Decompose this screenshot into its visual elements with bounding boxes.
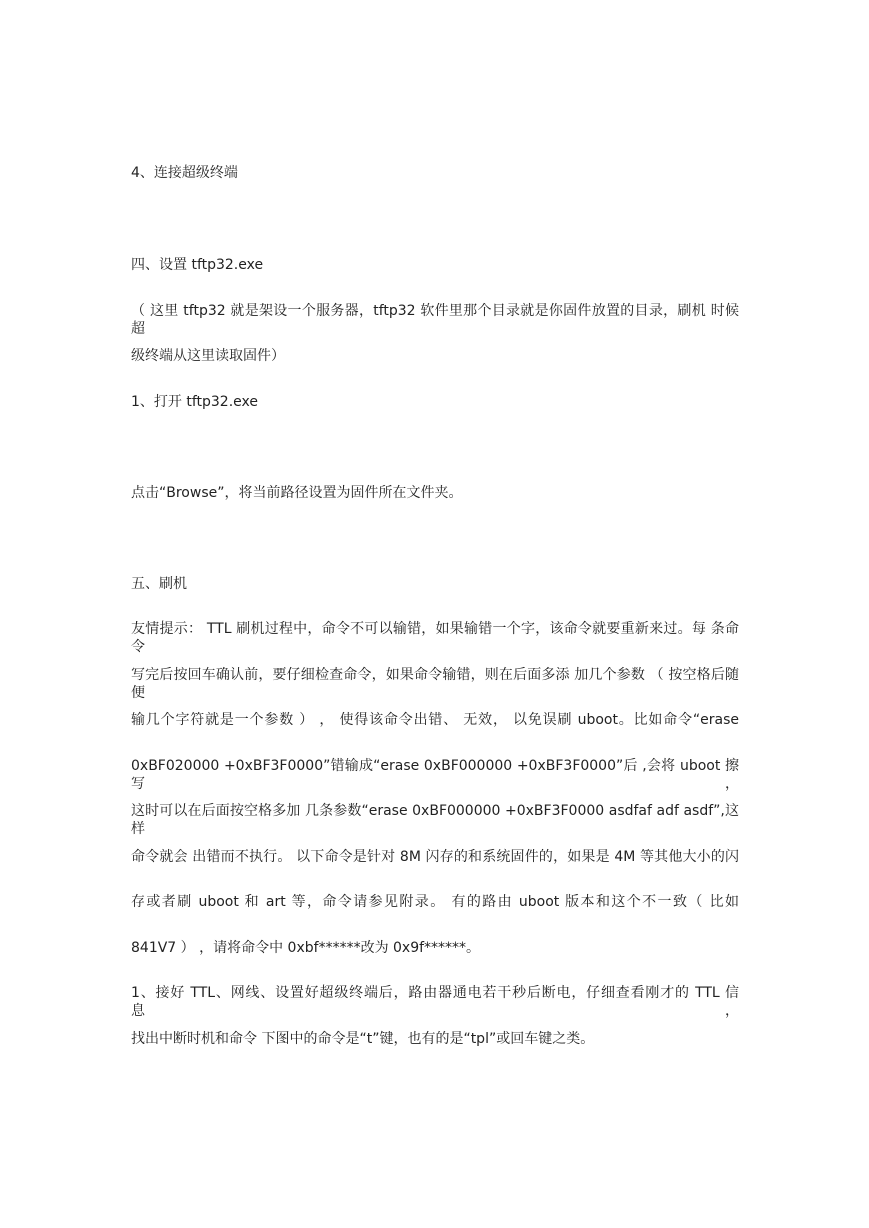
section5-step1-line-2: 找出中断时机和命令 下图中的命令是“t”键，也有的是“tpl”或回车键之类。 bbox=[131, 1031, 595, 1047]
section5-title: 五、刷机 bbox=[131, 576, 187, 592]
section5-step1-line-1: 1、接好 TTL、网线、设置好超级终端后，路由器通电若干秒后断电，仔细查看刚才的 TTL 信 息， bbox=[131, 985, 739, 1019]
section4-step1: 1、打开 tftp32.exe bbox=[131, 394, 259, 410]
tip-line-6: 命令就会 出错而不执行。 以下命令是针对 8M 闪存的和系统固件的，如果是 4M 等其他大小的闪 bbox=[131, 849, 739, 865]
tip-line-7: 存或者刷 uboot 和 art 等，命令请参见附录。 有的路由 uboot 版本和这个不一致（ 比如 bbox=[131, 894, 739, 910]
section4-note-line-1: （ 这里 tftp32 就是架设一个服务器，tftp32 软件里那个目录就是你固件放置的目录，刷机 时候超 bbox=[131, 303, 739, 337]
browse-instruction: 点击“Browse”，将当前路径设置为固件所在文件夹。 bbox=[131, 485, 463, 501]
tip-line-8: 841V7 ） ，请将命令中 0xbf******改为 0x9f******。 bbox=[131, 940, 481, 956]
section4-title: 四、设置 tftp32.exe bbox=[131, 257, 264, 273]
step4-heading: 4、连接超级终端 bbox=[131, 165, 238, 181]
tip-line-4: 0xBF020000 +0xBF3F0000”错输成“erase 0xBF000000 +0xBF3F0000”后 ,会将 uboot 擦写， bbox=[131, 758, 739, 792]
tip-line-2: 写完后按回车确认前，要仔细检查命令，如果命令输错，则在后面多添 加几个参数 （ 按空格后随便 bbox=[131, 667, 739, 701]
tip-line-3: 输几个字符就是一个参数 ） ， 使得该命令出错、 无效， 以免误刷 uboot。比如命令“erase bbox=[131, 712, 739, 728]
tip-line-5: 这时可以在后面按空格多加 几条参数“erase 0xBF000000 +0xBF3F0000 asdfaf adf asdf”,这样 bbox=[131, 803, 739, 837]
tip-line-1: 友情提示： TTL 刷机过程中，命令不可以输错，如果输错一个字，该命令就要重新来过。每 条命令 bbox=[131, 621, 739, 655]
section4-note-line-2: 级终端从这里读取固件） bbox=[131, 348, 285, 364]
